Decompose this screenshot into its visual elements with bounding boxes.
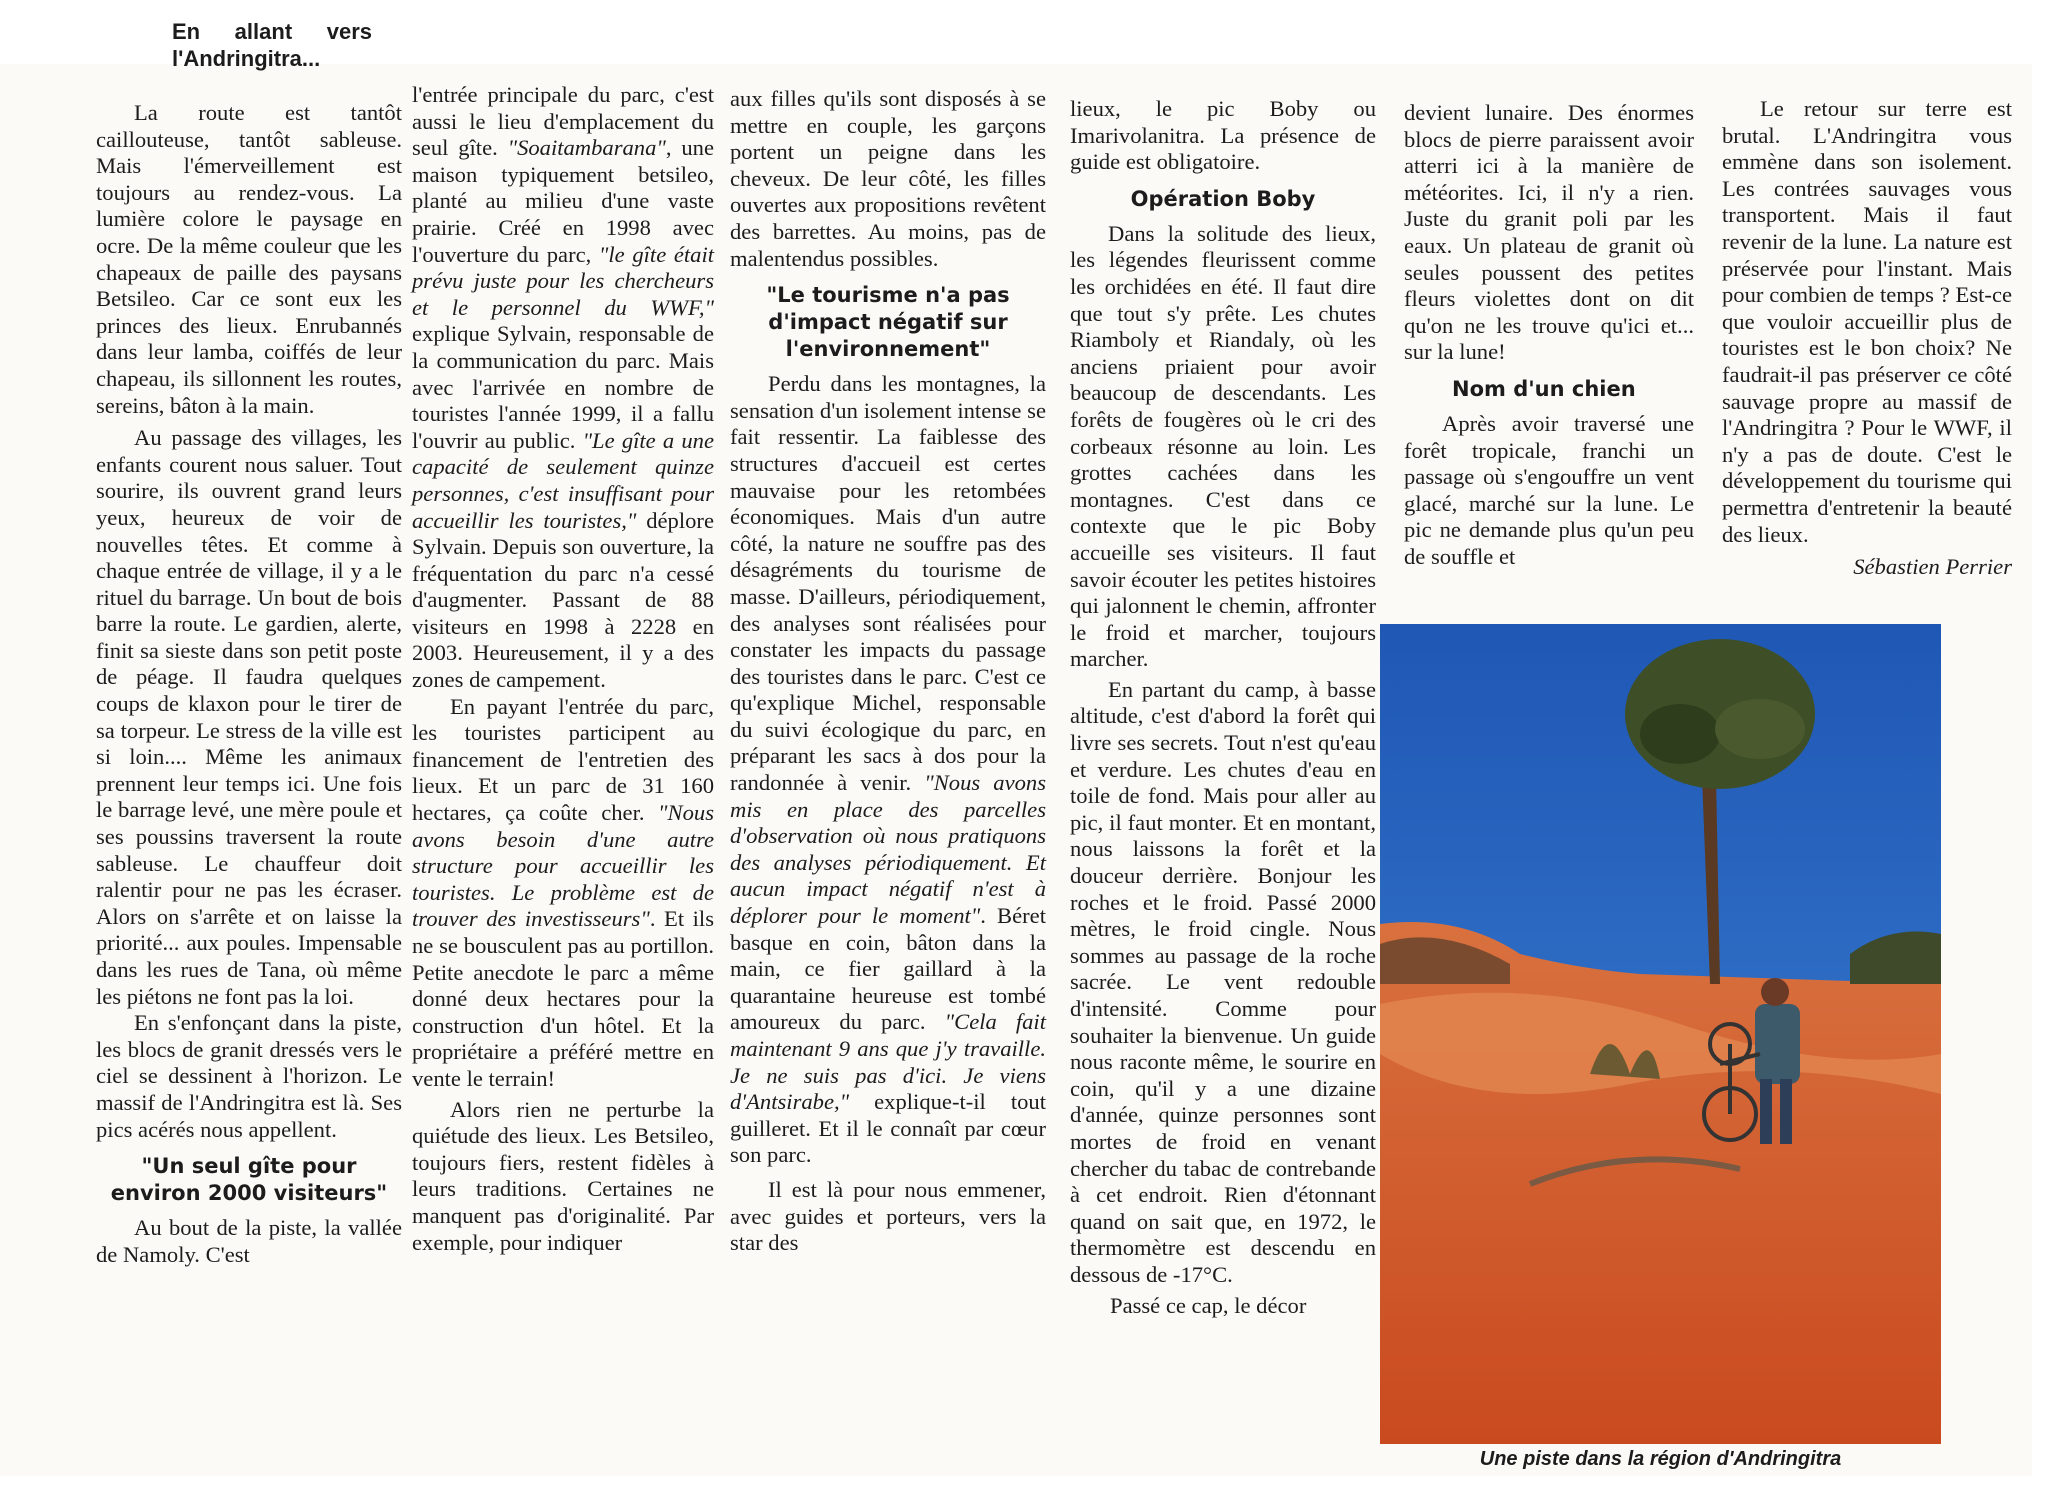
paragraph: En s'enfonçant dans la piste, les blocs de granit dressés vers le ciel se dessinent à l'horizon. Le massif de l'Andringitra est là. Ses pics acérés nous appellent.: [96, 1010, 402, 1142]
paragraph: En partant du camp, à basse altitude, c'est d'abord la forêt qui livre ses secrets. Tout n'est qu'eau et verdure. Les chutes d'eau en toile de fond. Mais pour aller au pic, il faut monter. Et en montant, nous laissons la forêt et la douceur derrière. Bonjour les roches et le froid. Passé 2000 mètres, le froid cingle. Nous sommes au passage de la roche sacrée. Le vent redouble d'intensité. Comme pour souhaiter la bienvenue. Un guide nous raconte même, le sourire en coin, qu'il y a une dizaine d'année, quinze personnes sont mortes de froid en venant chercher du tabac de contrebande à cet endroit. Rien d'étonnant quand on sait que, en 1972, le thermomètre est descendu en dessous de -17°C.: [1070, 676, 1376, 1287]
paragraph: Après avoir traversé une forêt tropicale, franchi un passage où s'engouffre un vent glacé, marché sur la lune. Le pic ne demande plus qu'un peu de souffle et: [1404, 410, 1694, 569]
text-run: , une maison typiquement betsileo, planté au milieu d'une vaste prairie. Créé en 1998 avec l'ouverture du parc,: [412, 135, 714, 267]
paragraph: Dans la solitude des lieux, les légendes fleurissent comme les orchidées en été. Il faut dire que tout s'y prête. Les chutes Riamboly et Riandaly, où les anciens priaient pour avoir beaucoup de descendants. Les forêts de fougères où le cri des corbeaux résonne au loin. Les grottes cachées dans les montagnes. C'est dans ce contexte que le pic Boby accueille ses visiteurs. Il faut savoir écouter les petites histoires qui jalonnent le chemin, affronter le froid et marcher, toujours marcher.: [1070, 220, 1376, 672]
article-kicker: En allant vers l'Andringitra...: [172, 19, 372, 71]
column-4: [1070, 96, 1376, 1319]
photo-caption: Une piste dans la région d'Andringitra: [1479, 1448, 1842, 1470]
quote: "Nous avons besoin d'une autre structure pour accueillir les touristes. Le problème est de trouver des investisseurs": [412, 800, 714, 932]
text-run: . Et ils ne se bousculent pas au portillon. Petite anecdote le parc a même donné deux hectares pour la construction d'un hôtel. Et la propriétaire a préféré mettre en vente le terrain!: [412, 906, 714, 1091]
paragraph: Alors rien ne perturbe la quiétude des lieux. Les Betsileo, toujours fiers, restent fidèles à leurs traditions. Certaines ne manquent pas d'originalité. Par exemple, pour indiquer: [412, 1096, 714, 1255]
column-3: [730, 86, 1046, 1257]
paragraph: lieux, le pic Boby ou Imarivolanitra. La présence de guide est obligatoire.: [1070, 96, 1376, 175]
text-run: l'entrée principale du parc, c'est aussi le lieu d'emplacement du seul gîte.: [412, 82, 714, 161]
paragraph: [412, 82, 714, 694]
paragraph: aux filles qu'ils sont disposés à se mettre en couple, les garçons portent un peigne dans les cheveux. De leur côté, les filles ouvertes aux propositions revêtent des barrettes. Au moins, pas de malentendus possibles.: [730, 86, 1046, 271]
scan-margin-right: [2032, 0, 2048, 1511]
paragraph: devient lunaire. Des énormes blocs de pierre paraissent avoir atterri ici à la manière de météorites. Ici, il n'y a rien. Juste du granit poli par les eaux. Un plateau de granit où seules poussent des petites fleurs violettes dont on dit qu'on ne les trouve qu'ici et... sur la lune!: [1404, 100, 1694, 365]
landscape-photo: [1380, 624, 1941, 1444]
text-run: . Béret basque en coin, bâton dans la main, ce fier gaillard à la quarantaine heureuse est tombé amoureux du parc.: [730, 903, 1046, 1035]
text-run: explique Sylvain, responsable de la communication du parc. Mais avec l'arrivée en nombre de touristes l'année 1999, il a fallu l'ouvrir au public.: [412, 321, 714, 453]
quote: "le gîte était prévu juste pour les chercheurs et le personnel du WWF,": [412, 241, 714, 320]
paragraph: Il est là pour nous emmener, avec guides et porteurs, vers la star des: [730, 1176, 1046, 1256]
quote: "Le gîte a une capacité de seulement quinze personnes, c'est insuffisant pour accueillir les touristes,": [412, 427, 714, 533]
text-run: Perdu dans les montagnes, la sensation d'un isolement intense se fait ressentir. La faiblesse des structures d'accueil est certes mauvaise pour les retombées économiques. Mais d'un autre côté, la nature ne souffre pas des désagréments du tourisme de masse. D'ailleurs, périodiquement, des analyses sont réalisées pour constater les impacts du passage des touristes dans le parc. C'est ce qu'explique Michel, responsable du suivi écologique du parc, en préparant les sacs à dos pour la randonnée à venir.: [730, 371, 1046, 796]
photo-illustration: [1380, 624, 1941, 1444]
paragraph: [412, 694, 714, 1093]
column-1: [96, 18, 402, 1268]
text-run: En payant l'entrée du parc, les touristes participent au financement de l'entretien des lieux. Et un parc de 31 160 hectares, ça coûte cher.: [412, 693, 714, 826]
column-5: [1404, 100, 1694, 571]
column-6: [1722, 96, 2012, 581]
column-2: [412, 82, 714, 1256]
text-run: déplore Sylvain. Depuis son ouverture, la fréquentation du parc n'a cessé d'augmenter. Passant de 88 visiteurs en 1998 à 2228 en 2003. Heureusement, il y a des zones de campement.: [412, 507, 714, 693]
quote: "Cela fait maintenant 9 ans que j'y travaille. Je ne suis pas d'ici. Je viens d'Antsirabe,": [730, 1009, 1046, 1115]
quote: "Nous avons mis en place des parcelles d'observation où nous pratiquons des analyses périodiquement. Et aucun impact négatif n'est à déplorer pour le moment": [730, 770, 1046, 929]
subheading: "Un seul gîte pour environ 2000 visiteurs": [110, 1154, 388, 1206]
paragraph: Le retour sur terre est brutal. L'Andringitra vous emmène dans son isolement. Les contrées sauvages vous transportent. Mais il faut revenir de la lune. La nature est préservée pour l'instant. Mais pour combien de temps ? Est-ce que vouloir accueillir plus de touristes est le bon choix? Ne faudrait-il pas préserver ce côté sauvage propre au massif de l'Andringitra ? Pour le WWF, il n'y a pas de doute. C'est le développement du tourisme qui permettra d'entretenir la beauté des lieux.: [1722, 96, 2012, 547]
text-run: explique-t-il tout guilleret. Et il le connaît par cœur son parc.: [730, 1089, 1046, 1168]
paragraph: Au bout de la piste, la vallée de Namoly. C'est: [96, 1215, 402, 1267]
paragraph: La route est tantôt caillouteuse, tantôt sableuse. Mais l'émerveillement est toujours au rendez-vous. La lumière colore le paysage en ocre. De la même couleur que les chapeaux de paille des paysans Betsileo. Car ce sont eux les princes des lieux. Enrubannés dans leur lamba, coiffés de leur chapeau, ils sillonnent les routes, sereins, bâton à la main.: [96, 100, 402, 418]
author-byline: Sébastien Perrier: [1853, 554, 2012, 580]
paragraph: Passé ce cap, le décor: [1110, 1292, 1307, 1318]
subheading: "Le tourisme n'a pas d'impact négatif sur l'environnement": [766, 283, 1010, 362]
quote: "Soaitambarana": [507, 135, 666, 161]
subheading: Nom d'un chien: [1452, 376, 1636, 401]
subheading: Opération Boby: [1130, 186, 1316, 211]
paragraph: Au passage des villages, les enfants courent nous saluer. Tout sourire, ils ouvrent grand leurs yeux, heureux de voir de nouvelles têtes. Et comme à chaque entrée de village, il y a le rituel du barrage. Un bout de bois barre la route. Le gardien, alerte, finit sa sieste dans son petit poste de péage. Il faudra quelques coups de klaxon pour le tirer de sa torpeur. Le stress de la ville est si loin.... Même les animaux prennent leur temps ici. Une fois le barrage levé, une mère poule et ses poussins traversent la route sableuse. Le chauffeur doit ralentir pour ne pas les écraser. Alors on s'arrête et on laisse la priorité... aux poules. Impensable dans les rues de Tana, où même les piétons ne font pas la loi.: [96, 425, 402, 1009]
paragraph: [730, 371, 1046, 1169]
scan-margin-bottom: [0, 1476, 2048, 1511]
